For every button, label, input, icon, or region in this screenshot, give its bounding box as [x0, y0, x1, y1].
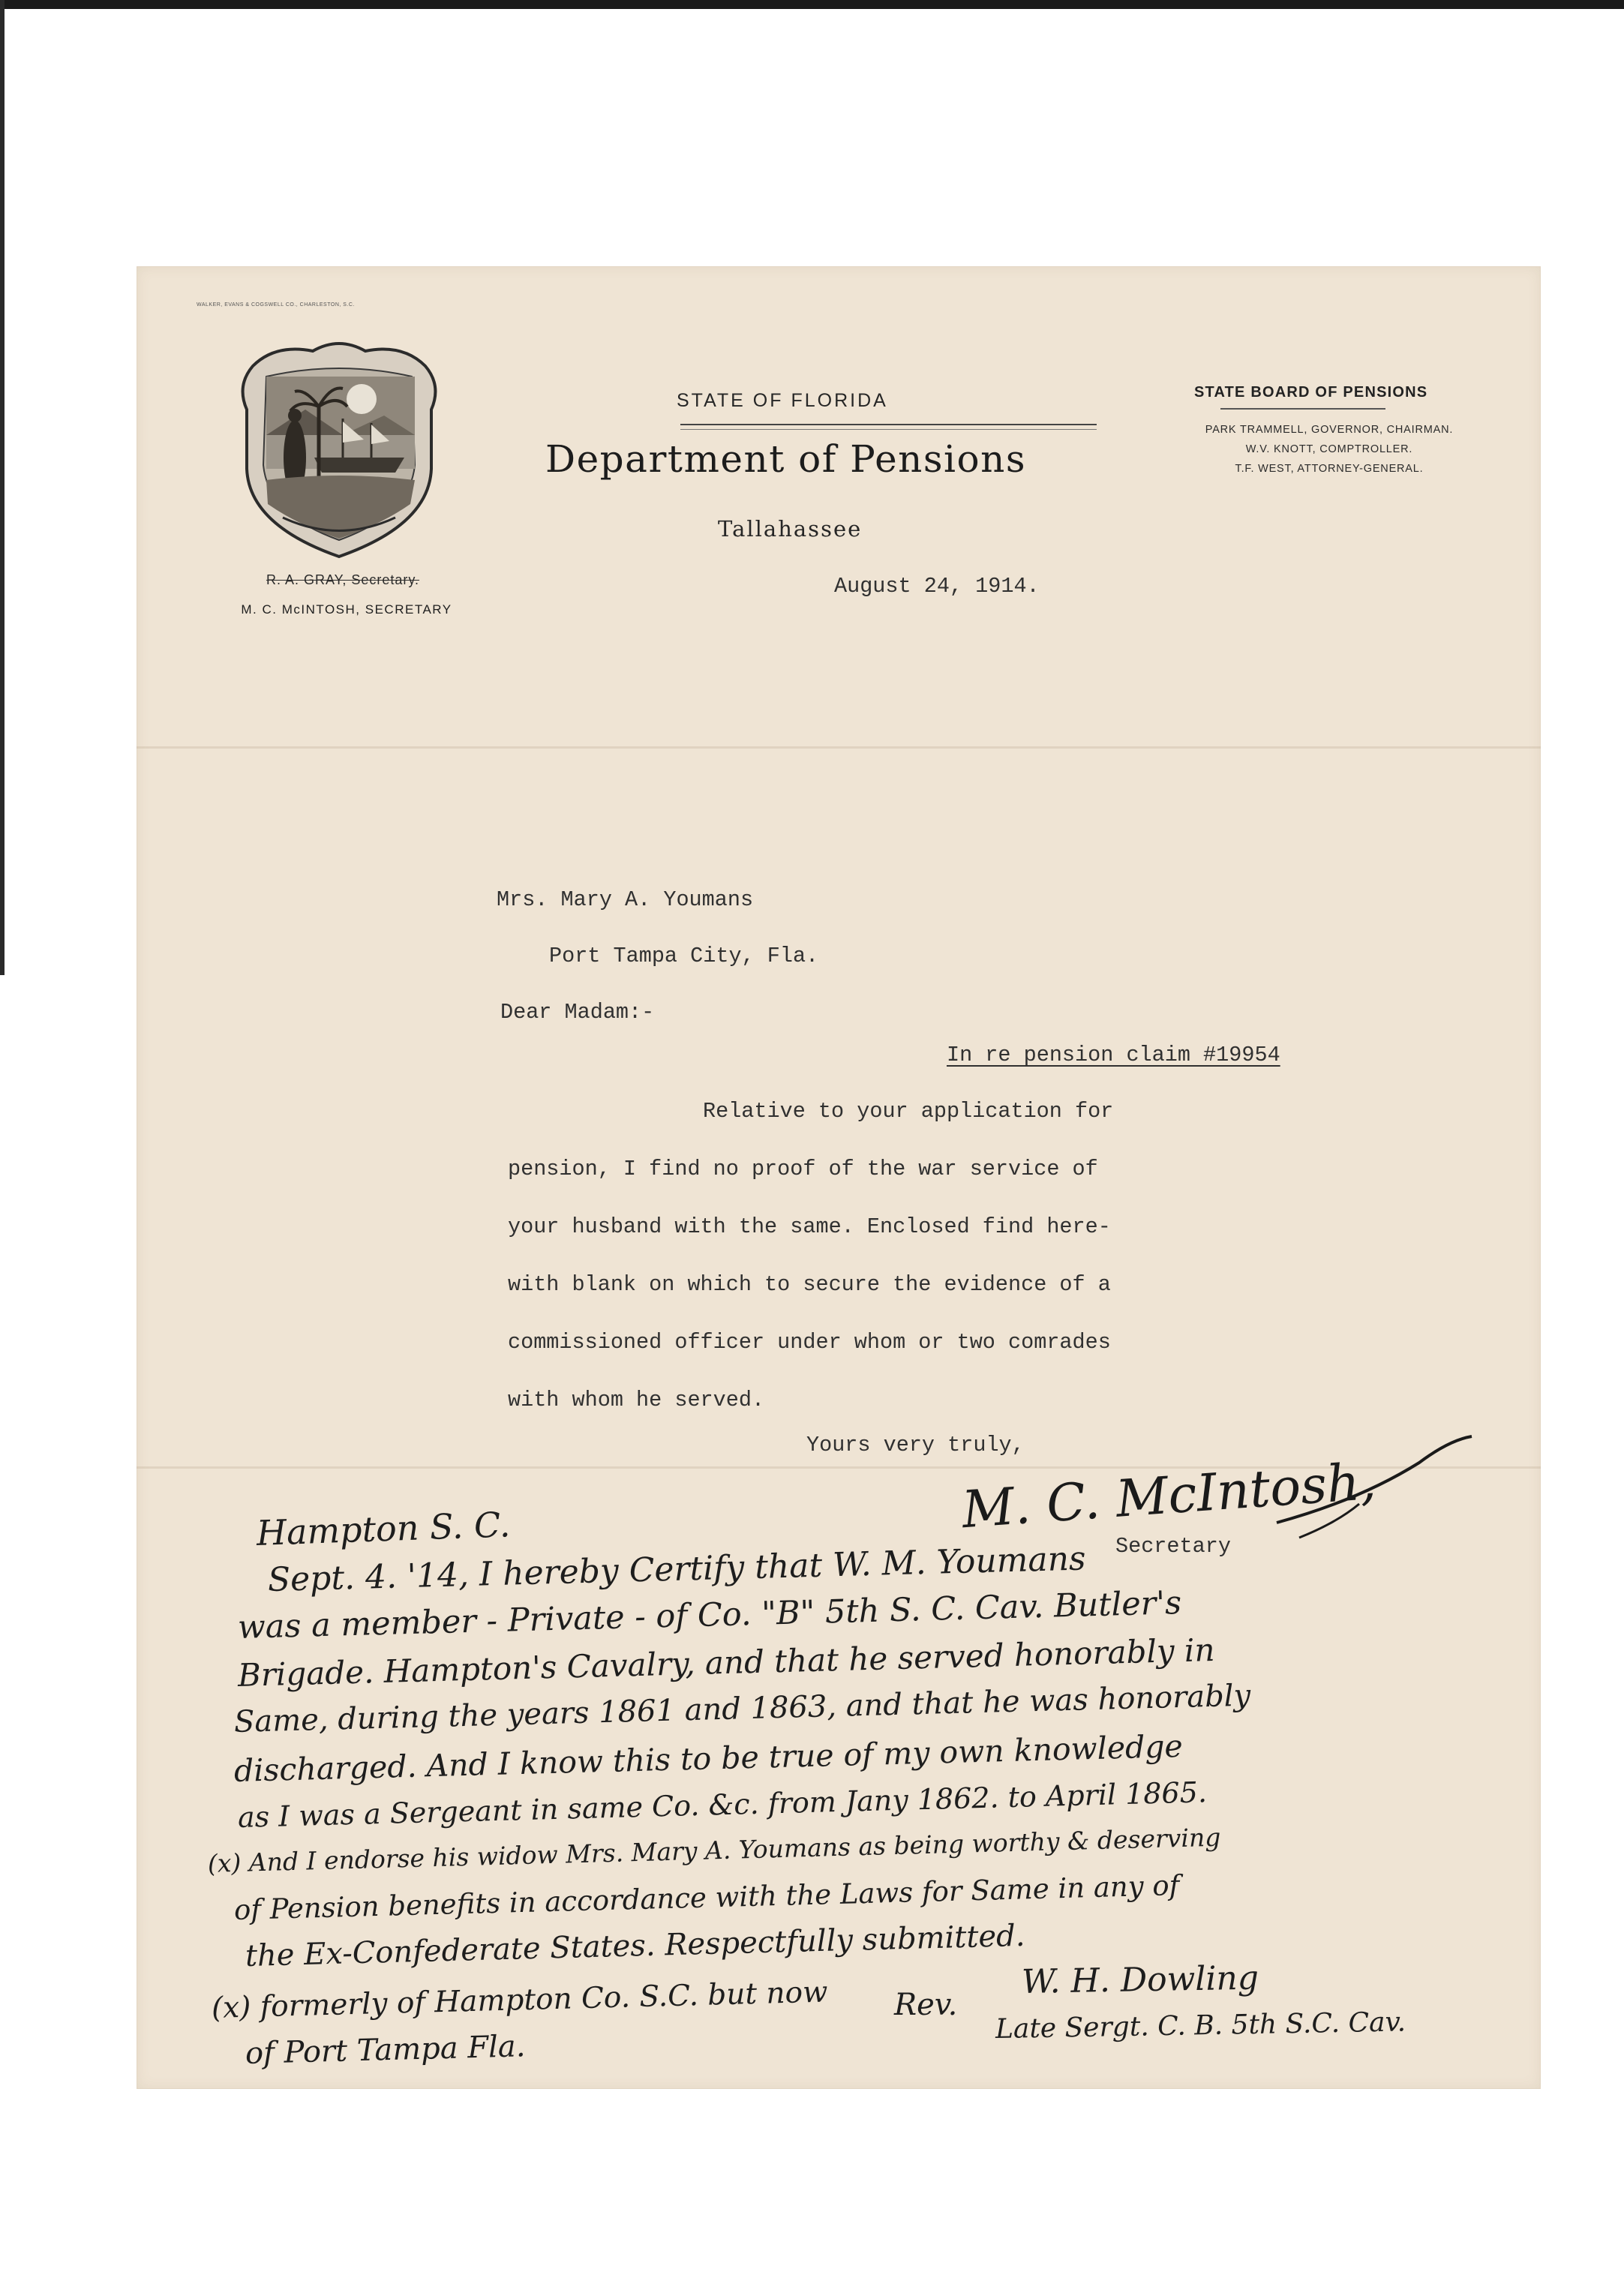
fold-line: [137, 746, 1541, 749]
department-city: Tallahassee: [718, 516, 863, 542]
board-title: STATE BOARD OF PENSIONS: [1194, 384, 1428, 401]
letter-date: August 24, 1914.: [834, 574, 1040, 599]
board-member: W.V. KNOTT, COMPTROLLER.: [1245, 443, 1413, 455]
signature-title: Secretary: [1115, 1534, 1231, 1559]
body-line: your husband with the same. Enclosed find here-: [508, 1214, 1111, 1239]
department-title: Department of Pensions: [545, 437, 1026, 481]
struck-secretary-name: R. A. GRAY, Secretary.: [266, 572, 420, 587]
printer-credit: WALKER, EVANS & COGSWELL CO., CHARLESTON, S.C.: [197, 302, 355, 308]
board-member: T.F. WEST, ATTORNEY-GENERAL.: [1235, 463, 1424, 475]
secretary-signature: M. C. McIntosh,: [959, 1451, 1378, 1541]
letter-sheet: [137, 266, 1541, 2089]
scan-left-border: [0, 0, 5, 975]
handwritten-line: of Pension benefits in accordance with the Laws for Same in any of: [233, 1869, 1180, 1926]
handwritten-line: the Ex-Confederate States. Respectfully submitted.: [245, 1918, 1025, 1973]
state-heading: STATE OF FLORIDA: [677, 390, 888, 411]
handwritten-line: was a member - Private - of Co. "B" 5th S. C. Cav. Butler's: [237, 1584, 1182, 1646]
heading-rule: [680, 424, 1097, 425]
handwritten-line: as I was a Sergeant in same Co. &c. from Jany 1862. to April 1865.: [237, 1775, 1208, 1834]
pension-claim-reference: In re pension claim #19954: [947, 1043, 1280, 1067]
body-line: with blank on which to secure the evidence of a: [508, 1272, 1111, 1297]
handwritten-line: (x) formerly of Hampton Co. S.C. but now: [211, 1975, 829, 2025]
handwritten-line: (x) And I endorse his widow Mrs. Mary A. Youmans as being worthy & deserving: [207, 1822, 1221, 1878]
recipient-address: Port Tampa City, Fla.: [549, 944, 819, 968]
handwritten-line: Sept. 4. '14, I hereby Certify that W. M. Youmans: [267, 1539, 1087, 1599]
secretary-line: M. C. McINTOSH, SECRETARY: [241, 602, 452, 617]
body-line: with whom he served.: [508, 1388, 765, 1412]
handwritten-line: Same, during the years 1861 and 1863, and that he was honorably: [233, 1678, 1251, 1739]
handwritten-line: Hampton S. C.: [256, 1504, 512, 1553]
scan-top-border: [0, 0, 1624, 9]
salutation: Dear Madam:-: [500, 1000, 655, 1025]
recipient-name: Mrs. Mary A. Youmans: [497, 887, 754, 912]
body-line: pension, I find no proof of the war service of: [508, 1157, 1098, 1181]
heading-rule: [680, 429, 1097, 430]
florida-state-seal-icon: [230, 338, 448, 563]
handwritten-line: discharged. And I know this to be true of my own knowledge: [233, 1727, 1184, 1789]
handwritten-signer-title: Late Sergt. C. B. 5th S.C. Cav.: [995, 2006, 1406, 2045]
signature-flourish-icon: [1269, 1433, 1479, 1545]
handwritten-signer-name: W. H. Dowling: [1021, 1958, 1259, 2001]
handwritten-line: Brigade. Hampton's Cavalry, and that he served honorably in: [237, 1631, 1216, 1694]
board-member: PARK TRAMMELL, GOVERNOR, CHAIRMAN.: [1205, 424, 1454, 436]
handwritten-line: of Port Tampa Fla.: [245, 2029, 526, 2071]
closing: Yours very truly,: [806, 1433, 1025, 1457]
body-line: commissioned officer under whom or two comrades: [508, 1330, 1111, 1355]
board-rule: [1220, 408, 1385, 410]
body-line: Relative to your application for: [703, 1099, 1114, 1124]
handwritten-rev-label: Rev.: [894, 1988, 958, 2022]
